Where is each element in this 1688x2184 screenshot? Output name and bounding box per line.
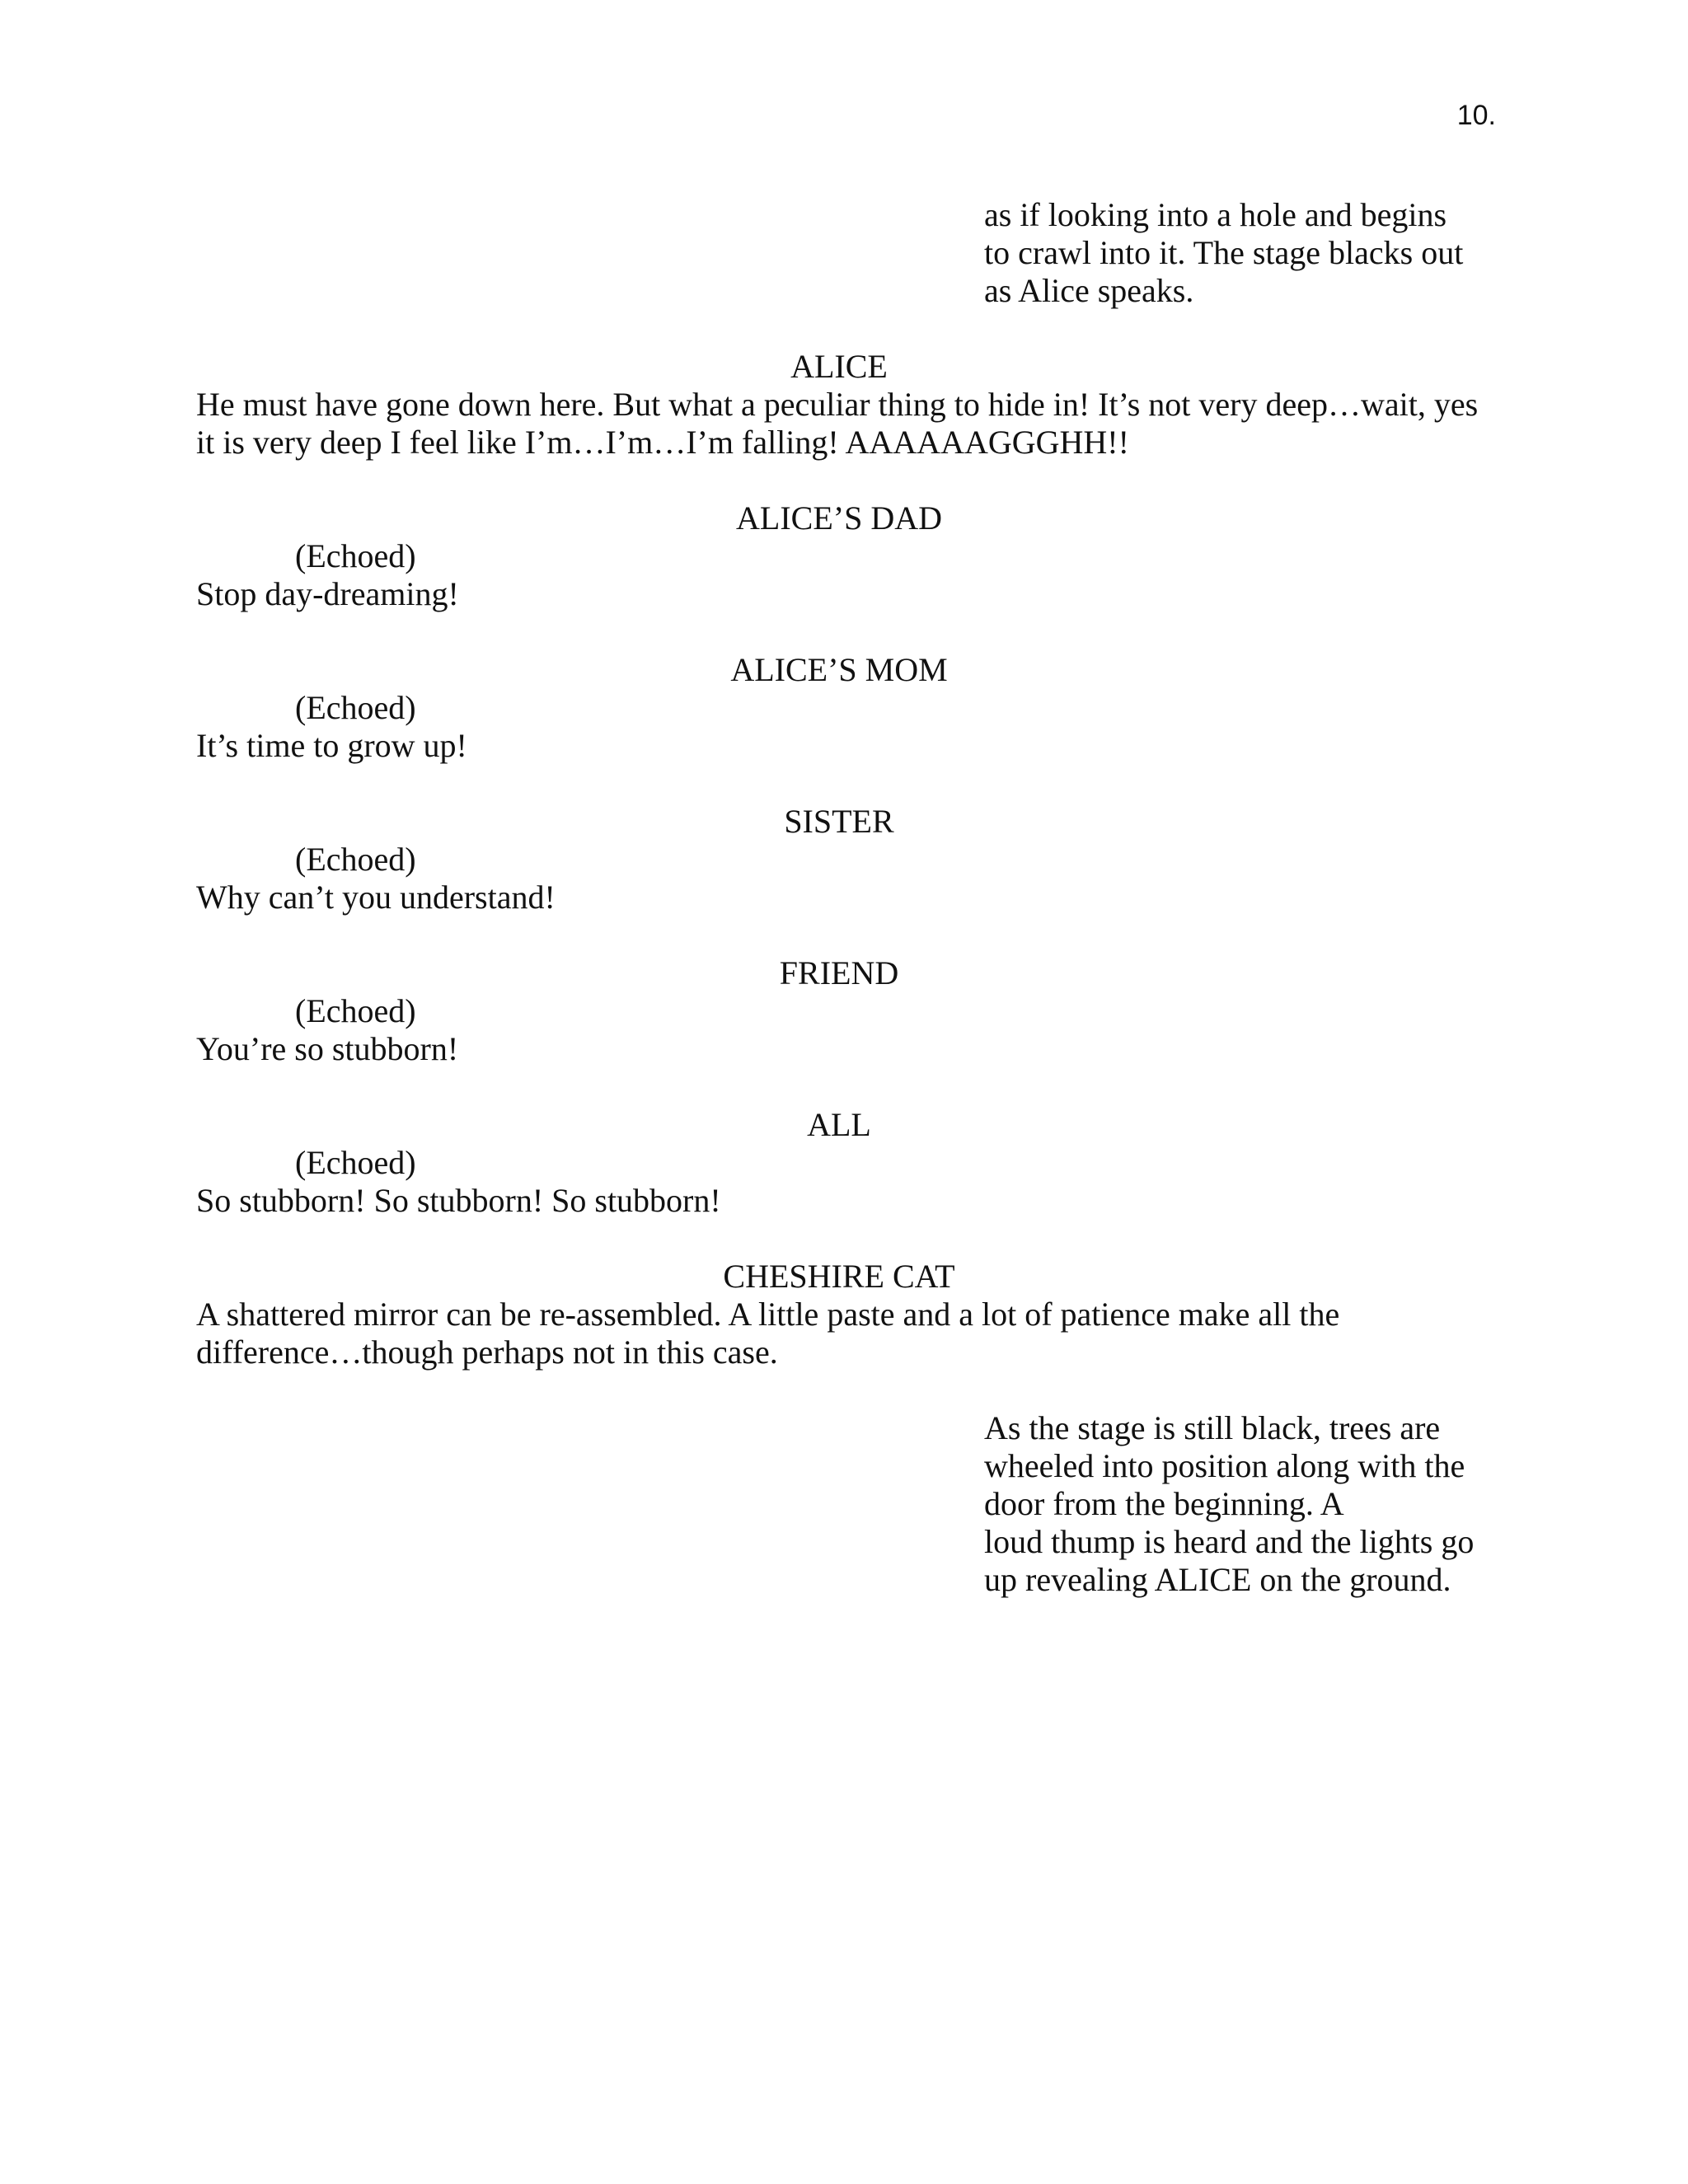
parenthetical: (Echoed)	[295, 537, 416, 574]
dialogue-block-sister	[196, 803, 1490, 916]
parenthetical: (Echoed)	[295, 992, 416, 1029]
dialogue	[196, 386, 1490, 462]
dialogue	[196, 1030, 1490, 1068]
dialogue-block-alices-dad	[196, 499, 1490, 613]
action-line: wheeled into position along with the	[984, 1447, 1465, 1484]
character-name: ALICE’S MOM	[730, 651, 948, 688]
character-name: ALL	[807, 1106, 871, 1143]
action-line: as if looking into a hole and begins	[984, 196, 1447, 233]
parenthetical: (Echoed)	[295, 689, 416, 726]
script-body	[196, 196, 1490, 1599]
dialogue	[196, 727, 1490, 765]
dialogue	[196, 575, 1490, 613]
character-name: FRIEND	[779, 954, 899, 991]
dialogue-block-alice	[196, 348, 1490, 462]
dialogue-block-friend	[196, 954, 1490, 1068]
dialogue-line: Why can’t you understand!	[196, 879, 556, 916]
dialogue-line: difference…though perhaps not in this case.	[196, 1333, 778, 1371]
character-name: CHESHIRE CAT	[723, 1258, 955, 1295]
parenthetical: (Echoed)	[295, 1144, 416, 1181]
character-name: SISTER	[784, 803, 894, 840]
action-line: door from the beginning. A	[984, 1485, 1344, 1522]
dialogue	[196, 1296, 1490, 1371]
dialogue	[196, 1182, 1490, 1220]
action-line: loud thump is heard and the lights go	[984, 1523, 1475, 1560]
dialogue-line: A shattered mirror can be re-assembled. A little paste and a lot of patience make all the	[196, 1296, 1340, 1333]
character-name: ALICE’S DAD	[736, 499, 942, 537]
action-line: to crawl into it. The stage blacks out	[984, 234, 1464, 271]
dialogue-block-all	[196, 1106, 1490, 1220]
page-number: 10.	[1456, 100, 1496, 131]
character-name: ALICE	[790, 348, 888, 385]
dialogue-block-cheshire-cat	[196, 1258, 1490, 1371]
dialogue-line: He must have gone down here. But what a peculiar thing to hide in! It’s not very deep…wait, yes	[196, 386, 1479, 423]
action-line: as Alice speaks.	[984, 272, 1194, 309]
action-line: up revealing ALICE on the ground.	[984, 1561, 1451, 1598]
action-top	[984, 196, 1495, 310]
dialogue-line: You’re so stubborn!	[196, 1030, 459, 1067]
dialogue-line: So stubborn! So stubborn! So stubborn!	[196, 1182, 721, 1219]
dialogue-line: it is very deep I feel like I’m…I’m…I’m falling! AAAAAAGGGHH!!	[196, 424, 1129, 461]
dialogue-line: It’s time to grow up!	[196, 727, 467, 764]
dialogue	[196, 879, 1490, 916]
parenthetical: (Echoed)	[295, 841, 416, 878]
action-line: As the stage is still black, trees are	[984, 1409, 1441, 1446]
dialogue-block-alices-mom	[196, 651, 1490, 765]
dialogue-line: Stop day-dreaming!	[196, 575, 459, 612]
action-bottom	[984, 1409, 1495, 1599]
